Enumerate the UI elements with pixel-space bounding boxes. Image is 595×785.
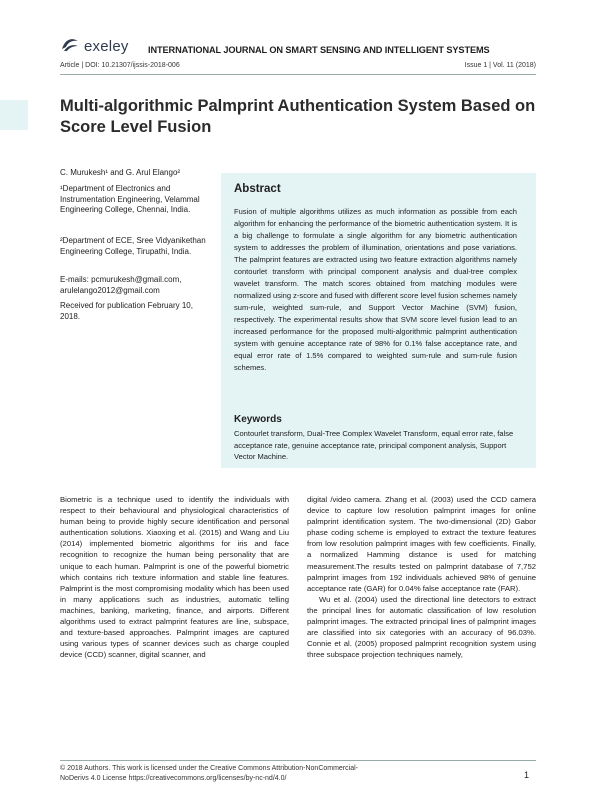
- keywords-text: Contourlet transform, Dual-Tree Complex Wavelet Transform, equal error rate, false acceptance rate, genuine acceptance rate, principal component analysis, Support Vector Machine.: [234, 429, 514, 461]
- received-date: Received for publication February 10, 2018.: [60, 301, 193, 321]
- article-doi[interactable]: Article | DOI: 10.21307/ijssis-2018-006: [60, 62, 180, 69]
- author-list: C. Murukesh¹ and G. Arul Elango²: [60, 168, 181, 177]
- keywords-heading: Keywords: [234, 414, 282, 425]
- journal-name: INTERNATIONAL JOURNAL ON SMART SENSING AND INTELLIGENT SYSTEMS: [148, 45, 490, 55]
- publisher-logo[interactable]: [60, 35, 129, 57]
- license-notice[interactable]: © 2018 Authors. This work is licensed under the Creative Commons Attribution-NonCommercial-NoDerivs 4.0 License https://creativecommons.org/licenses/by-nc-nd/4.0/: [60, 765, 358, 782]
- footer-divider: [60, 760, 536, 761]
- author-emails[interactable]: E-mails: pcmurukesh@gmail.com, arulelango2012@gmail.com: [60, 275, 182, 295]
- abstract-text: Fusion of multiple algorithms utilizes as much information as possible from each algorithm for enhancing the performance of the biometric authentication system. It is a big challenge to formulate a single algorithm for any biometric authentication system to addresses the problem of illumination, orientations and pose variations. The palmprint features are extracted using two feature extraction algorithms namely contourlet transform with principal component analysis and dual-tree complex wavelet transform. The match scores obtained from matching modules were normalized using z-score and fused with different score level fusion schemes namely sum-rule, weighted sum-rule, and Support Vector Machine (SVM) fusion, respectively. The experimental results show that SVM score level fusion lead to an increased performance for the proposed multi-algorithmic palmprint authentication system with genuine acceptance rate of 98% for 0.1% false acceptance rate, and equal error rate of 1.5% compared to weighted sum-rule and sum-rule fusion schemes.: [234, 207, 518, 372]
- body-paragraph: Wu et al. (2004) used the directional line detectors to extract the principal lines for automatic classification of low resolution palmprint images. The extracted principal lines of palmprint images are classified into six categories with an accuracy of 96.03%. Connie et al. (2005) proposed palmprint recognition system using three subspace projection techniques namely,: [307, 594, 536, 660]
- exeley-logo-icon: [60, 35, 80, 58]
- affiliation-1: ¹Department of Electronics and Instrumentation Engineering, Velammal Engineering College, Chennai, India.: [60, 184, 200, 214]
- issue-volume: Issue 1 | Vol. 11 (2018): [464, 62, 536, 69]
- header-divider: [60, 74, 536, 75]
- body-column-right: [307, 494, 536, 660]
- body-column-left: [60, 494, 289, 660]
- body-paragraph: Biometric is a technique used to identify the individuals with respect to their behavioural and physiological characteristics of human being to provide highly secure identification and personal authentication solutions. Xiaoxing et al. (2015) and Wang and Liu (2014) implemented biometric algorithms for iris and face recognition to recognize the human being personality that are unique to each human. Palmprint is one of the powerful biometric which contains rich texture information and stable line features. Palmprint is the most compromising modality which has been used in many applications such as industries, automatic telling machines, banking, marketing, finance, and airports. Different algorithms used to extract palmprint features are line, subspace, and texture-based approaches. Palmprint images are captured using various types of scanner devices such as charge coupled device (CCD) scanner, digital scanner, and: [60, 495, 289, 660]
- body-paragraph: digital /video camera. Zhang et al. (2003) used the CCD camera device to capture low resolution palmprint images for online palmprint identification system. The two-dimensional (2D) Gabor phase coding scheme is employed to extract the texture features from low resolution palmprint images with few coefficients. Finally, a normalized Hamming distance is used for matching measurement.The results tested on palmprint database of 7,752 palmprint images from 192 individuals achieved 98% of genuine acceptance rate (GAR) for 0.04% false acceptance rate (FAR).: [307, 495, 536, 593]
- logo-text: exeley: [84, 37, 129, 55]
- affiliation-2: ²Department of ECE, Sree Vidyanikethan Engineering College, Tirupathi, India.: [60, 236, 206, 256]
- paper-title: Multi-algorithmic Palmprint Authentication System Based on Score Level Fusion: [60, 97, 536, 136]
- side-tab-decoration: [0, 100, 28, 130]
- page-number: 1: [523, 770, 529, 780]
- abstract-heading: Abstract: [234, 183, 281, 195]
